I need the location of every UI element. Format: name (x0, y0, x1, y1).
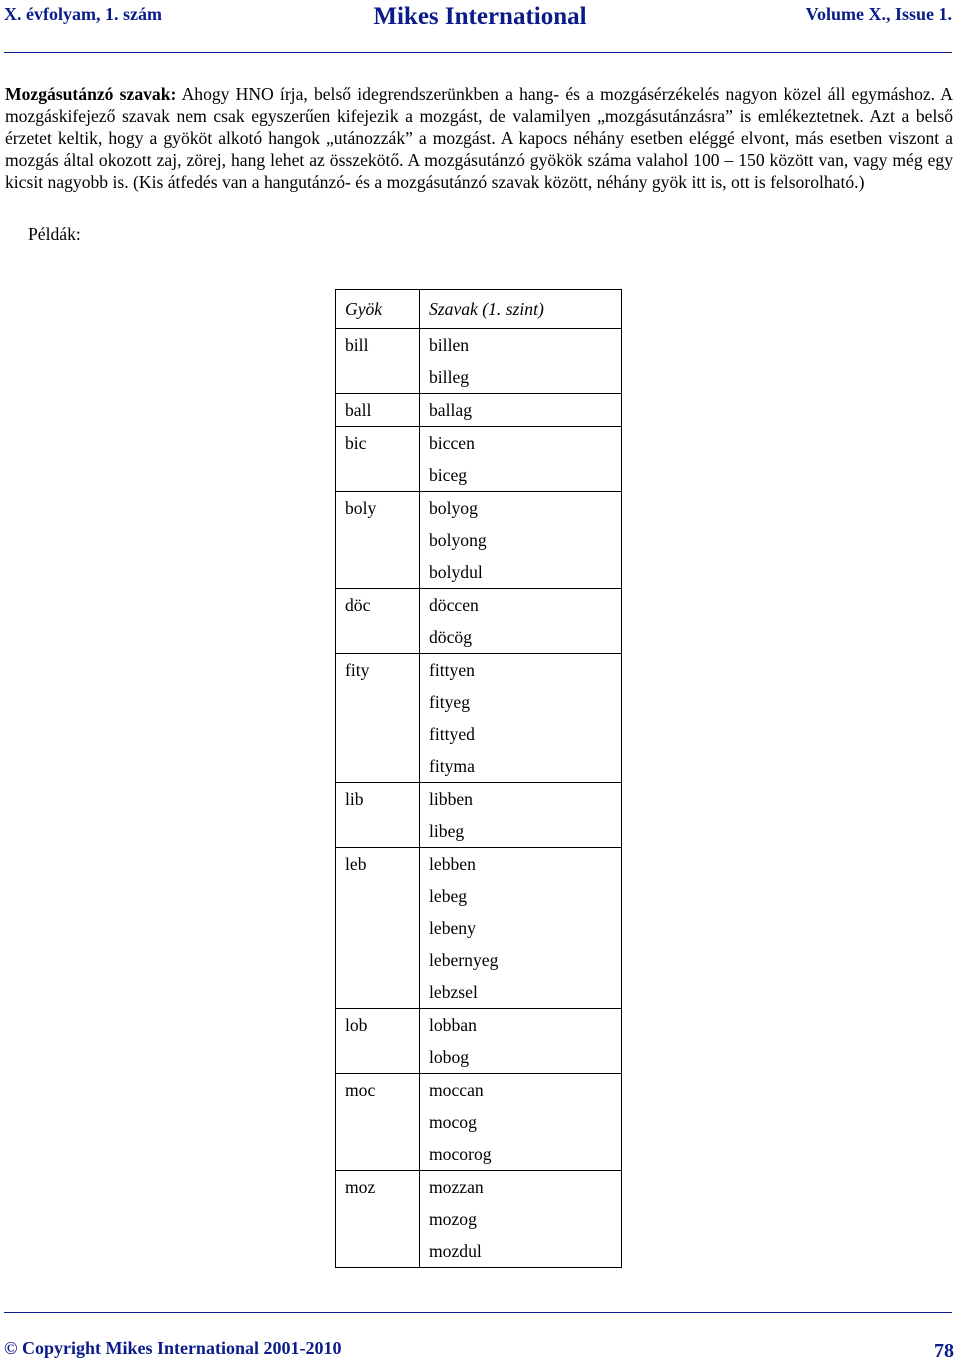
paragraph-text: Ahogy HNO írja, belső idegrendszerünkben a hang- és a mozgásérzékelés nagyon közel áll egymáshoz. A mozgáskifejező szavak nem csak egyszerűen kifejezik a mozgást, de valamilyen „mozgásutánzásra” is emlékeztetnek. Azt a belső érzetet keltik, hogy a gyököt alkotó hangok „utánozzák” a mozgást. A kapocs néhány esetben eléggé elvont, más esetben viszont a mozgás által okozott zaj, zörej, hang lehet az összekötő. A mozgásutánzó gyökök száma valahol 100 – 150 között van, vagy még egy kicsit nagyobb is. (Kis átfedés van a hangutánzó- és a mozgásutánzó szavak között, néhány gyök itt is, ott is felsorolható.) (5, 84, 953, 192)
table-row (336, 718, 622, 750)
word-cell: fittyed (420, 718, 622, 750)
word-cell: libben (420, 783, 622, 816)
word-cell: lebernyeg (420, 944, 622, 976)
word-cell: mocorog (420, 1138, 622, 1171)
table-row (336, 556, 622, 589)
word-cell: moccan (420, 1074, 622, 1107)
roots-table (335, 289, 622, 1268)
header-volume-en: Volume X., Issue 1. (805, 4, 952, 24)
root-cell-empty (336, 1203, 420, 1235)
table-row (336, 1171, 622, 1204)
footer-copyright: © Copyright Mikes International 2001-2010 (4, 1338, 342, 1358)
word-cell: lobban (420, 1009, 622, 1042)
root-cell: bill (336, 329, 420, 362)
table-row (336, 459, 622, 492)
root-cell-empty (336, 459, 420, 492)
root-cell: döc (336, 589, 420, 622)
root-cell: lib (336, 783, 420, 816)
word-cell: bolyong (420, 524, 622, 556)
word-cell: mozdul (420, 1235, 622, 1268)
table-row (336, 815, 622, 848)
table-row (336, 621, 622, 654)
word-cell: billen (420, 329, 622, 362)
table-row (336, 1138, 622, 1171)
table-row (336, 686, 622, 718)
root-cell-empty (336, 361, 420, 394)
word-cell: lebben (420, 848, 622, 881)
word-cell: mocog (420, 1106, 622, 1138)
word-cell: lebeny (420, 912, 622, 944)
root-cell-empty (336, 944, 420, 976)
word-cell: biccen (420, 427, 622, 460)
root-cell-empty (336, 750, 420, 783)
table-row (336, 1203, 622, 1235)
root-cell-empty (336, 815, 420, 848)
column-header-words: Szavak (1. szint) (420, 290, 622, 329)
word-cell: lebzsel (420, 976, 622, 1009)
table-row (336, 976, 622, 1009)
page-number: 78 (934, 1340, 954, 1362)
root-cell-empty (336, 524, 420, 556)
table-row (336, 589, 622, 622)
root-cell: lob (336, 1009, 420, 1042)
table-header-row (336, 290, 622, 329)
word-cell: bolydul (420, 556, 622, 589)
table-row (336, 783, 622, 816)
root-cell-empty (336, 976, 420, 1009)
table-row (336, 1009, 622, 1042)
table-row (336, 492, 622, 525)
table-row (336, 394, 622, 427)
word-cell: mozog (420, 1203, 622, 1235)
table-row (336, 524, 622, 556)
root-cell-empty (336, 686, 420, 718)
table-row (336, 1106, 622, 1138)
word-cell: lobog (420, 1041, 622, 1074)
footer-divider (4, 1312, 952, 1313)
table-row (336, 848, 622, 881)
root-cell-empty (336, 1235, 420, 1268)
word-cell: döcög (420, 621, 622, 654)
table-row (336, 1074, 622, 1107)
word-cell: bolyog (420, 492, 622, 525)
paragraph-lead: Mozgásutánzó szavak: (5, 84, 177, 104)
word-cell: biceg (420, 459, 622, 492)
word-cell: fityma (420, 750, 622, 783)
root-cell: ball (336, 394, 420, 427)
table-row (336, 654, 622, 687)
word-cell: billeg (420, 361, 622, 394)
word-cell: fittyen (420, 654, 622, 687)
root-cell: moc (336, 1074, 420, 1107)
root-cell: fity (336, 654, 420, 687)
word-cell: libeg (420, 815, 622, 848)
word-cell: lebeg (420, 880, 622, 912)
root-cell: boly (336, 492, 420, 525)
root-cell-empty (336, 1106, 420, 1138)
word-cell: mozzan (420, 1171, 622, 1204)
table-row (336, 880, 622, 912)
root-cell-empty (336, 1138, 420, 1171)
header-divider (4, 52, 952, 53)
root-cell: bic (336, 427, 420, 460)
word-cell: döccen (420, 589, 622, 622)
table-row (336, 1041, 622, 1074)
body-paragraph (5, 83, 953, 193)
root-cell: moz (336, 1171, 420, 1204)
root-cell: leb (336, 848, 420, 881)
examples-label: Példák: (28, 224, 81, 244)
table-row (336, 912, 622, 944)
table-row (336, 1235, 622, 1268)
table-row (336, 427, 622, 460)
header-volume-hu: X. évfolyam, 1. szám (4, 4, 162, 24)
word-cell: ballag (420, 394, 622, 427)
table-row (336, 329, 622, 362)
column-header-root: Gyök (345, 299, 383, 319)
root-cell-empty (336, 556, 420, 589)
root-cell-empty (336, 1041, 420, 1074)
root-cell-empty (336, 912, 420, 944)
header-journal-title: Mikes International (373, 3, 587, 30)
table-row (336, 361, 622, 394)
table-row (336, 750, 622, 783)
root-cell-empty (336, 621, 420, 654)
root-cell-empty (336, 880, 420, 912)
table-row (336, 944, 622, 976)
root-cell-empty (336, 718, 420, 750)
roots-table-body (336, 329, 622, 1268)
word-cell: fityeg (420, 686, 622, 718)
